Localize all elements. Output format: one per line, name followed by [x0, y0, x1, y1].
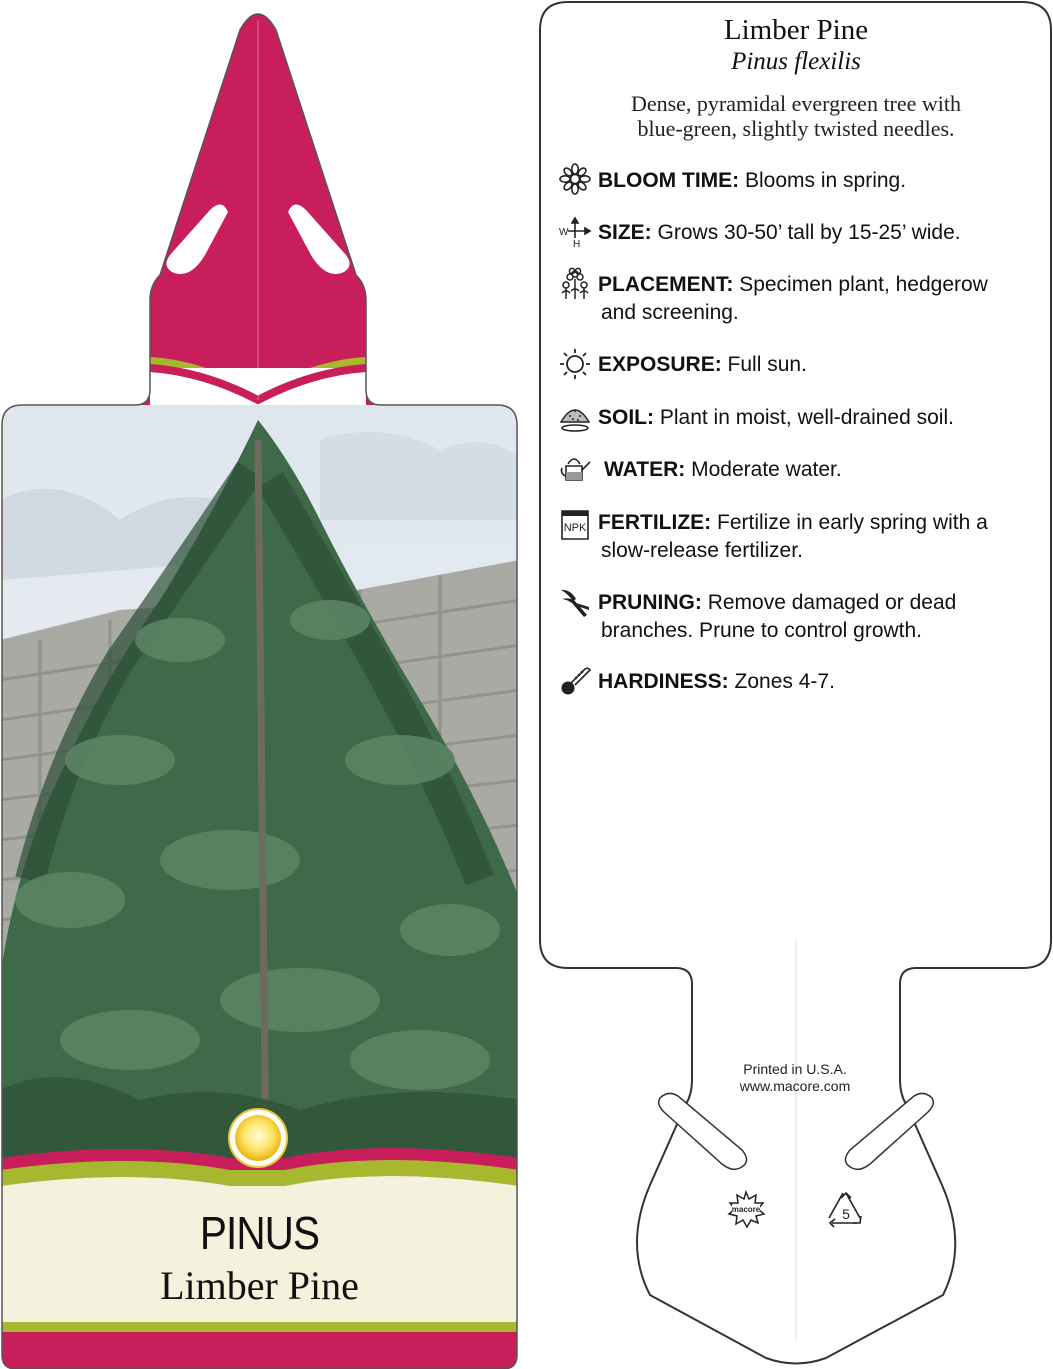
- full-sun-icon: [229, 1109, 287, 1167]
- care-text-continued: and screening.: [601, 301, 739, 324]
- flower-icon: [558, 162, 592, 196]
- back-title: Limber Pine: [723, 14, 869, 46]
- care-text: Grows 30-50’ tall by 15-25’ wide.: [657, 221, 961, 244]
- care-label: SIZE:: [598, 221, 652, 244]
- soil-pile-icon: [558, 400, 592, 434]
- printed-in-usa: Printed in U.S.A.: [743, 1061, 847, 1077]
- care-label: HARDINESS:: [598, 670, 729, 693]
- care-label: SOIL:: [598, 406, 654, 429]
- care-text: Blooms in spring.: [745, 169, 907, 192]
- description-line: blue-green, slightly twisted needles.: [637, 116, 955, 141]
- care-text-continued: branches. Prune to control growth.: [601, 619, 923, 642]
- size-icon-w: W: [559, 227, 569, 238]
- size-arrows-icon: [558, 214, 592, 248]
- care-size: [598, 219, 1028, 247]
- care-water: [604, 456, 1034, 484]
- care-text: Zones 4-7.: [734, 670, 835, 693]
- sun-outline-icon: [558, 347, 592, 381]
- front-genus-name: PINUS: [199, 1207, 320, 1259]
- care-label: EXPOSURE:: [598, 353, 722, 376]
- macore-logo: [726, 1190, 766, 1230]
- care-label: PLACEMENT:: [598, 273, 734, 296]
- care-text: Plant in moist, well-drained soil.: [659, 406, 954, 429]
- care-label: FERTILIZE:: [598, 511, 712, 534]
- back-latin-name: Pinus flexilis: [731, 48, 861, 75]
- care-text: Fertilize in early spring with a: [717, 511, 988, 534]
- care-text: Remove damaged or dead: [707, 591, 957, 614]
- macore-logo-text: macore: [731, 1205, 761, 1214]
- care-soil: [598, 404, 1028, 432]
- plants-icon: [558, 267, 592, 301]
- care-fertilize: [598, 509, 1028, 565]
- care-exposure: [598, 351, 1028, 379]
- care-text: Moderate water.: [691, 458, 842, 481]
- description-line: Dense, pyramidal evergreen tree with: [630, 91, 962, 116]
- care-label: BLOOM TIME:: [598, 169, 740, 192]
- care-text: Specimen plant, hedgerow: [739, 273, 988, 296]
- pruners-icon: [558, 585, 592, 619]
- npk-bag-icon: [558, 507, 592, 541]
- care-text-continued: slow-release fertilizer.: [601, 539, 803, 562]
- watering-can-icon: [558, 452, 592, 486]
- front-common-name: Limber Pine: [160, 1263, 359, 1308]
- recycle-5-icon: [826, 1192, 866, 1228]
- npk-label: NPK: [563, 522, 587, 534]
- recycle-number: 5: [842, 1206, 850, 1222]
- care-text: Full sun.: [727, 353, 807, 376]
- care-hardiness: [598, 668, 1028, 696]
- size-icon-h: H: [573, 239, 581, 248]
- care-bloom-time: [598, 167, 1028, 195]
- back-description: [560, 91, 1032, 141]
- macore-website: www.macore.com: [739, 1078, 851, 1094]
- limber-pine-photo: [0, 405, 520, 1185]
- care-placement: [598, 271, 1028, 327]
- care-label: PRUNING:: [598, 591, 702, 614]
- care-label: WATER:: [604, 458, 686, 481]
- thermometer-icon: [558, 664, 592, 698]
- care-pruning: [598, 589, 1028, 645]
